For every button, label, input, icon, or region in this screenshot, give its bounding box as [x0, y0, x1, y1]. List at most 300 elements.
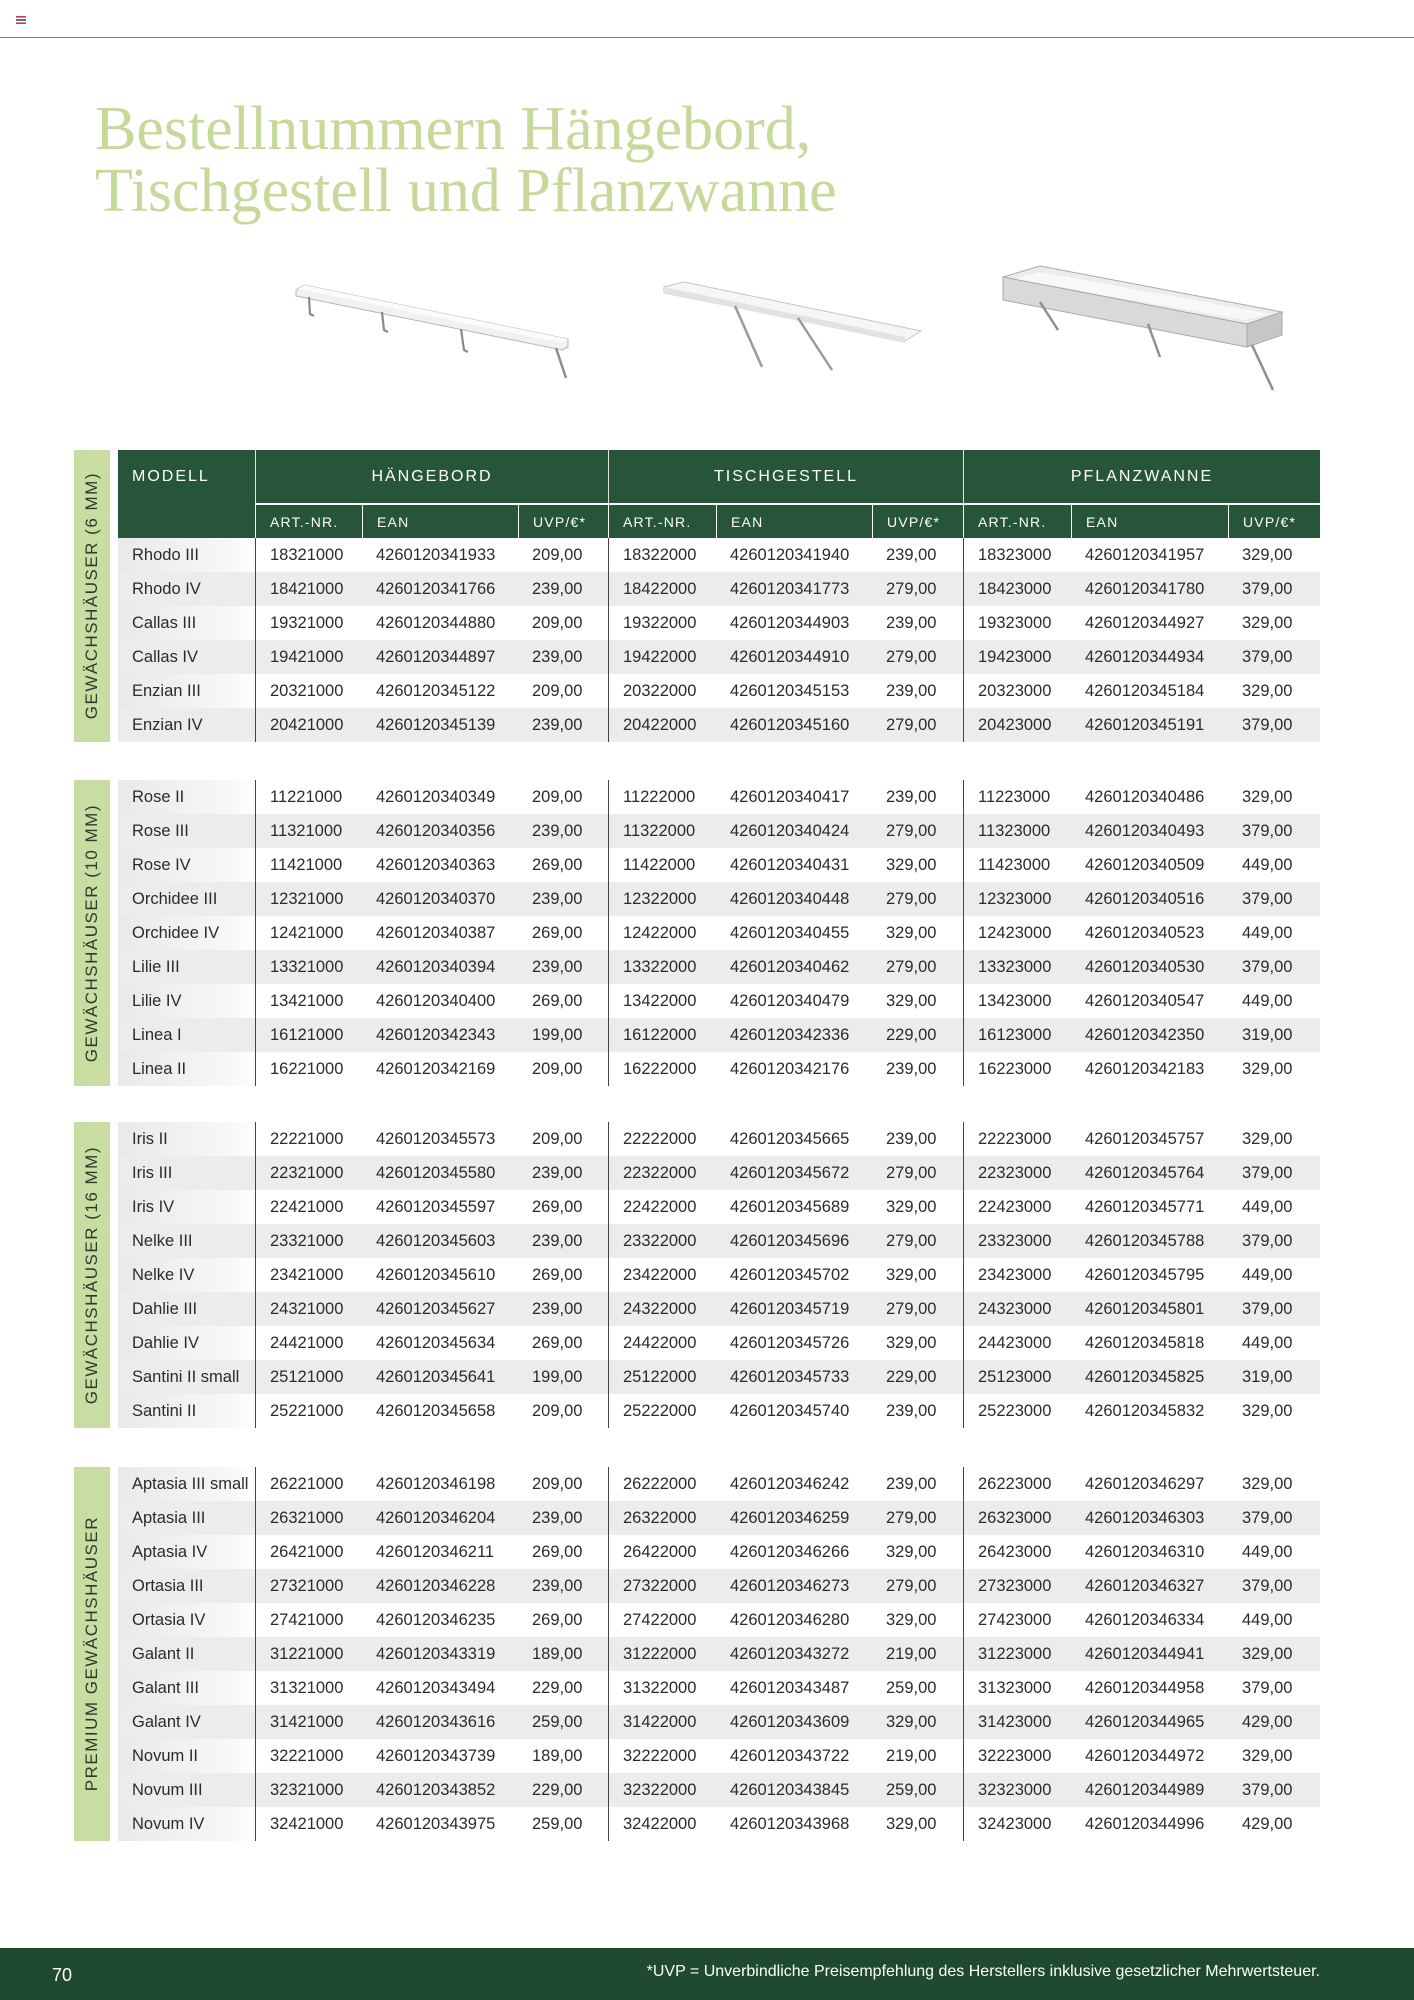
- cell-tischgestell-ean: 4260120346266: [730, 1543, 850, 1561]
- cell-pflanzwanne-uvp: 379,00: [1242, 1509, 1293, 1527]
- cell-modell: Aptasia III: [118, 1501, 255, 1535]
- cell-haengebord-ean: 4260120342169: [376, 1060, 496, 1078]
- footnote: *UVP = Unverbindliche Preisempfehlung des Herstellers inklusive gesetzlicher Mehrwertsteuer.: [646, 1963, 1320, 1980]
- cell-tischgestell-art-nr: 25122000: [608, 1360, 716, 1394]
- cell-pflanzwanne-art-nr: 27323000: [963, 1569, 1071, 1603]
- table-header: [118, 450, 1320, 538]
- cell-tischgestell-uvp: 279,00: [886, 1300, 937, 1318]
- cell-tischgestell-art-nr: 32322000: [608, 1773, 716, 1807]
- cell-pflanzwanne-ean: 4260120340523: [1085, 924, 1205, 942]
- subheader-uvp: UVP/€*: [1228, 505, 1320, 538]
- table-row: [118, 780, 1320, 814]
- cell-haengebord-art-nr: 27421000: [255, 1603, 362, 1637]
- cell-pflanzwanne-art-nr: 23323000: [963, 1224, 1071, 1258]
- cell-pflanzwanne-uvp: 449,00: [1242, 1334, 1293, 1352]
- cell-haengebord-ean: 4260120343616: [376, 1713, 496, 1731]
- table-row: [118, 1122, 1320, 1156]
- cell-haengebord-art-nr: 13321000: [255, 950, 362, 984]
- cell-haengebord-art-nr: 12421000: [255, 916, 362, 950]
- cell-tischgestell-uvp: 329,00: [886, 1334, 937, 1352]
- cell-modell: Rhodo IV: [118, 572, 255, 606]
- cell-tischgestell-ean: 4260120340479: [730, 992, 850, 1010]
- cell-pflanzwanne-ean: 4260120345764: [1085, 1164, 1205, 1182]
- cell-tischgestell-ean: 4260120345733: [730, 1368, 850, 1386]
- cell-tischgestell-ean: 4260120345726: [730, 1334, 850, 1352]
- cell-modell: Novum IV: [118, 1807, 255, 1841]
- cell-pflanzwanne-ean: 4260120342183: [1085, 1060, 1205, 1078]
- cell-haengebord-ean: 4260120341766: [376, 580, 496, 598]
- cell-tischgestell-uvp: 229,00: [886, 1026, 937, 1044]
- cell-haengebord-ean: 4260120340387: [376, 924, 496, 942]
- cell-tischgestell-uvp: 279,00: [886, 648, 937, 666]
- cell-tischgestell-art-nr: 22222000: [608, 1122, 716, 1156]
- table-row: [118, 606, 1320, 640]
- table-row: [118, 916, 1320, 950]
- cell-pflanzwanne-ean: 4260120344934: [1085, 648, 1205, 666]
- cell-pflanzwanne-art-nr: 12423000: [963, 916, 1071, 950]
- cell-pflanzwanne-ean: 4260120344965: [1085, 1713, 1205, 1731]
- cell-tischgestell-ean: 4260120343487: [730, 1679, 850, 1697]
- cell-tischgestell-ean: 4260120346242: [730, 1475, 850, 1493]
- cell-haengebord-ean: 4260120340394: [376, 958, 496, 976]
- cell-modell: Iris II: [118, 1122, 255, 1156]
- cell-haengebord-ean: 4260120342343: [376, 1026, 496, 1044]
- cell-haengebord-uvp: 239,00: [532, 1577, 583, 1595]
- cell-tischgestell-uvp: 239,00: [886, 788, 937, 806]
- cell-modell: Orchidee IV: [118, 916, 255, 950]
- cell-tischgestell-ean: 4260120343845: [730, 1781, 850, 1799]
- cell-haengebord-art-nr: 20321000: [255, 674, 362, 708]
- cell-pflanzwanne-uvp: 379,00: [1242, 1164, 1293, 1182]
- cell-haengebord-ean: 4260120345603: [376, 1232, 496, 1250]
- cell-pflanzwanne-ean: 4260120344996: [1085, 1815, 1205, 1833]
- section-label: [74, 1122, 110, 1428]
- cell-haengebord-uvp: 239,00: [532, 1509, 583, 1527]
- subheader-ean: EAN: [1071, 505, 1228, 538]
- cell-haengebord-art-nr: 22421000: [255, 1190, 362, 1224]
- cell-pflanzwanne-art-nr: 32323000: [963, 1773, 1071, 1807]
- cell-pflanzwanne-uvp: 449,00: [1242, 1543, 1293, 1561]
- cell-haengebord-art-nr: 19321000: [255, 606, 362, 640]
- cell-tischgestell-uvp: 229,00: [886, 1368, 937, 1386]
- cell-haengebord-art-nr: 16121000: [255, 1018, 362, 1052]
- cell-tischgestell-uvp: 329,00: [886, 856, 937, 874]
- table-row: [118, 640, 1320, 674]
- cell-tischgestell-ean: 4260120340462: [730, 958, 850, 976]
- table-row: [118, 538, 1320, 572]
- cell-tischgestell-uvp: 259,00: [886, 1679, 937, 1697]
- subheader-ean: EAN: [716, 505, 872, 538]
- cell-haengebord-art-nr: 12321000: [255, 882, 362, 916]
- cell-tischgestell-art-nr: 32222000: [608, 1739, 716, 1773]
- cell-pflanzwanne-ean: 4260120345771: [1085, 1198, 1205, 1216]
- cell-haengebord-ean: 4260120343975: [376, 1815, 496, 1833]
- cell-tischgestell-ean: 4260120340448: [730, 890, 850, 908]
- cell-pflanzwanne-art-nr: 24423000: [963, 1326, 1071, 1360]
- cell-modell: Santini II: [118, 1394, 255, 1428]
- cell-pflanzwanne-ean: 4260120340486: [1085, 788, 1205, 806]
- cell-tischgestell-ean: 4260120345740: [730, 1402, 850, 1420]
- cell-haengebord-art-nr: 16221000: [255, 1052, 362, 1086]
- table-row: [118, 1360, 1320, 1394]
- cell-pflanzwanne-uvp: 329,00: [1242, 1402, 1293, 1420]
- cell-pflanzwanne-ean: 4260120346297: [1085, 1475, 1205, 1493]
- cell-haengebord-art-nr: 23321000: [255, 1224, 362, 1258]
- header-tischgestell: TISCHGESTELL: [608, 450, 963, 503]
- cell-haengebord-ean: 4260120345139: [376, 716, 496, 734]
- cell-pflanzwanne-ean: 4260120345184: [1085, 682, 1205, 700]
- table-row: [118, 1258, 1320, 1292]
- cell-tischgestell-art-nr: 23322000: [608, 1224, 716, 1258]
- table-row: [118, 1018, 1320, 1052]
- cell-haengebord-ean: 4260120340349: [376, 788, 496, 806]
- cell-tischgestell-uvp: 329,00: [886, 1713, 937, 1731]
- cell-tischgestell-ean: 4260120345160: [730, 716, 850, 734]
- cell-pflanzwanne-ean: 4260120345825: [1085, 1368, 1205, 1386]
- subheader-art-nr: ART.-NR.: [963, 505, 1071, 538]
- cell-pflanzwanne-uvp: 379,00: [1242, 1577, 1293, 1595]
- cell-pflanzwanne-uvp: 329,00: [1242, 1747, 1293, 1765]
- table-row: [118, 882, 1320, 916]
- cell-haengebord-uvp: 269,00: [532, 856, 583, 874]
- cell-modell: Ortasia III: [118, 1569, 255, 1603]
- table-row: [118, 984, 1320, 1018]
- cell-tischgestell-art-nr: 13322000: [608, 950, 716, 984]
- cell-pflanzwanne-uvp: 329,00: [1242, 788, 1293, 806]
- header-modell: MODELL: [132, 467, 210, 485]
- cell-tischgestell-ean: 4260120342176: [730, 1060, 850, 1078]
- section-label-text: PREMIUM GEWÄCHSHÄUSER: [82, 1516, 101, 1792]
- cell-tischgestell-art-nr: 26422000: [608, 1535, 716, 1569]
- cell-tischgestell-art-nr: 22322000: [608, 1156, 716, 1190]
- section-rows: [118, 538, 1320, 742]
- cell-haengebord-uvp: 269,00: [532, 1543, 583, 1561]
- cell-modell: Galant IV: [118, 1705, 255, 1739]
- page-title-line-1: Bestellnummern Hängebord,: [95, 95, 812, 163]
- cell-tischgestell-art-nr: 24422000: [608, 1326, 716, 1360]
- cell-pflanzwanne-uvp: 449,00: [1242, 992, 1293, 1010]
- cell-haengebord-uvp: 259,00: [532, 1815, 583, 1833]
- cell-pflanzwanne-art-nr: 26223000: [963, 1467, 1071, 1501]
- table-row: [118, 1190, 1320, 1224]
- cell-pflanzwanne-ean: 4260120345801: [1085, 1300, 1205, 1318]
- cell-tischgestell-art-nr: 24322000: [608, 1292, 716, 1326]
- cell-tischgestell-ean: 4260120341940: [730, 546, 850, 564]
- cell-haengebord-art-nr: 20421000: [255, 708, 362, 742]
- cell-tischgestell-ean: 4260120343272: [730, 1645, 850, 1663]
- cell-haengebord-uvp: 209,00: [532, 546, 583, 564]
- page-title-line-2: Tischgestell und Pflanzwanne: [95, 157, 837, 225]
- cell-tischgestell-art-nr: 27422000: [608, 1603, 716, 1637]
- cell-tischgestell-art-nr: 32422000: [608, 1807, 716, 1841]
- table-row: [118, 674, 1320, 708]
- cell-haengebord-art-nr: 25121000: [255, 1360, 362, 1394]
- table-row: [118, 1224, 1320, 1258]
- cell-modell: Linea II: [118, 1052, 255, 1086]
- cell-haengebord-uvp: 239,00: [532, 580, 583, 598]
- cell-modell: Lilie III: [118, 950, 255, 984]
- cell-pflanzwanne-art-nr: 12323000: [963, 882, 1071, 916]
- section-label: [74, 450, 110, 742]
- cell-haengebord-ean: 4260120345641: [376, 1368, 496, 1386]
- cell-pflanzwanne-uvp: 379,00: [1242, 958, 1293, 976]
- cell-haengebord-ean: 4260120345597: [376, 1198, 496, 1216]
- cell-haengebord-ean: 4260120341933: [376, 546, 496, 564]
- cell-haengebord-uvp: 239,00: [532, 1300, 583, 1318]
- section-rows: [118, 1467, 1320, 1841]
- cell-pflanzwanne-art-nr: 18323000: [963, 538, 1071, 572]
- cell-pflanzwanne-art-nr: 25123000: [963, 1360, 1071, 1394]
- cell-modell: Aptasia IV: [118, 1535, 255, 1569]
- cell-tischgestell-ean: 4260120343722: [730, 1747, 850, 1765]
- cell-pflanzwanne-uvp: 429,00: [1242, 1815, 1293, 1833]
- cell-pflanzwanne-ean: 4260120346310: [1085, 1543, 1205, 1561]
- table-row: [118, 1535, 1320, 1569]
- cell-modell: Novum II: [118, 1739, 255, 1773]
- table-row: [118, 1156, 1320, 1190]
- cell-pflanzwanne-ean: 4260120345795: [1085, 1266, 1205, 1284]
- cell-pflanzwanne-ean: 4260120346327: [1085, 1577, 1205, 1595]
- cell-haengebord-art-nr: 11321000: [255, 814, 362, 848]
- cell-pflanzwanne-art-nr: 31423000: [963, 1705, 1071, 1739]
- cell-tischgestell-uvp: 279,00: [886, 580, 937, 598]
- cell-haengebord-art-nr: 32421000: [255, 1807, 362, 1841]
- cell-tischgestell-ean: 4260120343968: [730, 1815, 850, 1833]
- cell-modell: Nelke IV: [118, 1258, 255, 1292]
- cell-modell: Callas IV: [118, 640, 255, 674]
- cell-modell: Aptasia III small: [118, 1467, 255, 1501]
- cell-haengebord-uvp: 269,00: [532, 1198, 583, 1216]
- cell-tischgestell-art-nr: 12422000: [608, 916, 716, 950]
- cell-tischgestell-ean: 4260120345696: [730, 1232, 850, 1250]
- cell-haengebord-ean: 4260120345122: [376, 682, 496, 700]
- cell-haengebord-uvp: 259,00: [532, 1713, 583, 1731]
- page-number: 70: [52, 1965, 73, 1985]
- cell-tischgestell-ean: 4260120340455: [730, 924, 850, 942]
- cell-tischgestell-uvp: 279,00: [886, 890, 937, 908]
- cell-pflanzwanne-uvp: 379,00: [1242, 1232, 1293, 1250]
- cell-haengebord-ean: 4260120343739: [376, 1747, 496, 1765]
- cell-tischgestell-uvp: 239,00: [886, 1475, 937, 1493]
- cell-pflanzwanne-uvp: 379,00: [1242, 1300, 1293, 1318]
- cell-pflanzwanne-ean: 4260120346303: [1085, 1509, 1205, 1527]
- top-bar: [0, 0, 1414, 38]
- cell-haengebord-ean: 4260120340356: [376, 822, 496, 840]
- table-row: [118, 1394, 1320, 1428]
- cell-haengebord-uvp: 269,00: [532, 1334, 583, 1352]
- cell-haengebord-ean: 4260120343319: [376, 1645, 496, 1663]
- cell-pflanzwanne-uvp: 379,00: [1242, 648, 1293, 666]
- table-row: [118, 1501, 1320, 1535]
- cell-tischgestell-art-nr: 26222000: [608, 1467, 716, 1501]
- table-row: [118, 1569, 1320, 1603]
- cell-modell: Enzian III: [118, 674, 255, 708]
- cell-haengebord-uvp: 239,00: [532, 958, 583, 976]
- cell-tischgestell-uvp: 329,00: [886, 992, 937, 1010]
- cell-pflanzwanne-art-nr: 22323000: [963, 1156, 1071, 1190]
- cell-modell: Rhodo III: [118, 538, 255, 572]
- table-row: [118, 814, 1320, 848]
- cell-tischgestell-ean: 4260120346273: [730, 1577, 850, 1595]
- cell-tischgestell-art-nr: 16122000: [608, 1018, 716, 1052]
- cell-tischgestell-uvp: 239,00: [886, 682, 937, 700]
- cell-tischgestell-art-nr: 31422000: [608, 1705, 716, 1739]
- cell-haengebord-uvp: 229,00: [532, 1781, 583, 1799]
- cell-haengebord-ean: 4260120346204: [376, 1509, 496, 1527]
- cell-tischgestell-ean: 4260120344903: [730, 614, 850, 632]
- cell-tischgestell-art-nr: 19422000: [608, 640, 716, 674]
- cell-tischgestell-uvp: 259,00: [886, 1781, 937, 1799]
- cell-pflanzwanne-ean: 4260120340547: [1085, 992, 1205, 1010]
- table-row: [118, 848, 1320, 882]
- page-footer: [0, 1948, 1414, 2000]
- cell-tischgestell-art-nr: 11422000: [608, 848, 716, 882]
- section-label: [74, 780, 110, 1086]
- cell-pflanzwanne-art-nr: 18423000: [963, 572, 1071, 606]
- cell-haengebord-ean: 4260120346235: [376, 1611, 496, 1629]
- cell-modell: Lilie IV: [118, 984, 255, 1018]
- cell-pflanzwanne-ean: 4260120341957: [1085, 546, 1205, 564]
- cell-tischgestell-uvp: 219,00: [886, 1645, 937, 1663]
- cell-pflanzwanne-art-nr: 23423000: [963, 1258, 1071, 1292]
- cell-tischgestell-uvp: 329,00: [886, 1266, 937, 1284]
- section-label: [74, 1467, 110, 1841]
- cell-haengebord-uvp: 209,00: [532, 1060, 583, 1078]
- cell-tischgestell-uvp: 329,00: [886, 1198, 937, 1216]
- cell-haengebord-uvp: 209,00: [532, 1475, 583, 1493]
- cell-tischgestell-uvp: 239,00: [886, 1060, 937, 1078]
- cell-pflanzwanne-art-nr: 27423000: [963, 1603, 1071, 1637]
- cell-pflanzwanne-ean: 4260120340509: [1085, 856, 1205, 874]
- cell-tischgestell-art-nr: 11222000: [608, 780, 716, 814]
- cell-pflanzwanne-ean: 4260120344941: [1085, 1645, 1205, 1663]
- cell-haengebord-art-nr: 31321000: [255, 1671, 362, 1705]
- cell-haengebord-uvp: 209,00: [532, 1402, 583, 1420]
- cell-pflanzwanne-art-nr: 20423000: [963, 708, 1071, 742]
- cell-pflanzwanne-ean: 4260120346334: [1085, 1611, 1205, 1629]
- cell-tischgestell-ean: 4260120343609: [730, 1713, 850, 1731]
- cell-pflanzwanne-uvp: 329,00: [1242, 546, 1293, 564]
- cell-haengebord-ean: 4260120345580: [376, 1164, 496, 1182]
- page-title: [95, 95, 837, 225]
- section-rows: [118, 1122, 1320, 1428]
- cell-pflanzwanne-uvp: 329,00: [1242, 1645, 1293, 1663]
- table-row: [118, 1326, 1320, 1360]
- cell-tischgestell-ean: 4260120345702: [730, 1266, 850, 1284]
- pflanzwanne-image: [1003, 266, 1282, 390]
- cell-pflanzwanne-art-nr: 26323000: [963, 1501, 1071, 1535]
- section-label-text: GEWÄCHSHÄUSER (6 MM): [82, 472, 101, 720]
- cell-haengebord-uvp: 239,00: [532, 822, 583, 840]
- cell-haengebord-ean: 4260120345573: [376, 1130, 496, 1148]
- cell-pflanzwanne-uvp: 329,00: [1242, 614, 1293, 632]
- cell-tischgestell-art-nr: 23422000: [608, 1258, 716, 1292]
- cell-pflanzwanne-art-nr: 32423000: [963, 1807, 1071, 1841]
- cell-tischgestell-art-nr: 26322000: [608, 1501, 716, 1535]
- cell-pflanzwanne-uvp: 329,00: [1242, 682, 1293, 700]
- cell-pflanzwanne-art-nr: 31323000: [963, 1671, 1071, 1705]
- cell-modell: Rose II: [118, 780, 255, 814]
- cell-haengebord-art-nr: 26221000: [255, 1467, 362, 1501]
- cell-haengebord-uvp: 239,00: [532, 890, 583, 908]
- cell-tischgestell-uvp: 329,00: [886, 1611, 937, 1629]
- cell-pflanzwanne-uvp: 319,00: [1242, 1368, 1293, 1386]
- cell-pflanzwanne-art-nr: 19323000: [963, 606, 1071, 640]
- cell-haengebord-uvp: 269,00: [532, 992, 583, 1010]
- cell-tischgestell-ean: 4260120345153: [730, 682, 850, 700]
- cell-haengebord-uvp: 269,00: [532, 1611, 583, 1629]
- cell-tischgestell-art-nr: 22422000: [608, 1190, 716, 1224]
- cell-tischgestell-uvp: 279,00: [886, 1164, 937, 1182]
- section-label-text: GEWÄCHSHÄUSER (16 MM): [82, 1145, 101, 1405]
- cell-tischgestell-ean: 4260120344910: [730, 648, 850, 666]
- cell-tischgestell-art-nr: 19322000: [608, 606, 716, 640]
- cell-pflanzwanne-ean: 4260120340530: [1085, 958, 1205, 976]
- cell-pflanzwanne-uvp: 429,00: [1242, 1713, 1293, 1731]
- cell-pflanzwanne-ean: 4260120340516: [1085, 890, 1205, 908]
- cell-pflanzwanne-uvp: 379,00: [1242, 716, 1293, 734]
- cell-pflanzwanne-ean: 4260120345818: [1085, 1334, 1205, 1352]
- cell-pflanzwanne-art-nr: 11323000: [963, 814, 1071, 848]
- subheader-uvp: UVP/€*: [518, 505, 608, 538]
- cell-tischgestell-uvp: 329,00: [886, 1543, 937, 1561]
- cell-modell: Callas III: [118, 606, 255, 640]
- menu-icon[interactable]: [16, 16, 26, 24]
- cell-haengebord-art-nr: 23421000: [255, 1258, 362, 1292]
- cell-tischgestell-uvp: 239,00: [886, 1130, 937, 1148]
- cell-pflanzwanne-uvp: 449,00: [1242, 924, 1293, 942]
- cell-pflanzwanne-ean: 4260120342350: [1085, 1026, 1205, 1044]
- cell-pflanzwanne-art-nr: 16223000: [963, 1052, 1071, 1086]
- cell-pflanzwanne-uvp: 329,00: [1242, 1060, 1293, 1078]
- cell-pflanzwanne-ean: 4260120340493: [1085, 822, 1205, 840]
- table-row: [118, 950, 1320, 984]
- cell-haengebord-art-nr: 11221000: [255, 780, 362, 814]
- cell-tischgestell-ean: 4260120342336: [730, 1026, 850, 1044]
- table-row: [118, 1671, 1320, 1705]
- cell-tischgestell-art-nr: 31222000: [608, 1637, 716, 1671]
- cell-pflanzwanne-ean: 4260120344972: [1085, 1747, 1205, 1765]
- cell-pflanzwanne-uvp: 329,00: [1242, 1130, 1293, 1148]
- cell-haengebord-uvp: 269,00: [532, 924, 583, 942]
- cell-pflanzwanne-ean: 4260120345757: [1085, 1130, 1205, 1148]
- cell-tischgestell-ean: 4260120345665: [730, 1130, 850, 1148]
- cell-haengebord-uvp: 239,00: [532, 716, 583, 734]
- cell-pflanzwanne-ean: 4260120344989: [1085, 1781, 1205, 1799]
- cell-modell: Iris III: [118, 1156, 255, 1190]
- cell-tischgestell-art-nr: 20322000: [608, 674, 716, 708]
- table-row: [118, 1739, 1320, 1773]
- cell-haengebord-art-nr: 26421000: [255, 1535, 362, 1569]
- cell-pflanzwanne-art-nr: 24323000: [963, 1292, 1071, 1326]
- cell-tischgestell-uvp: 329,00: [886, 924, 937, 942]
- cell-haengebord-art-nr: 31221000: [255, 1637, 362, 1671]
- cell-pflanzwanne-uvp: 379,00: [1242, 580, 1293, 598]
- cell-pflanzwanne-art-nr: 26423000: [963, 1535, 1071, 1569]
- cell-tischgestell-art-nr: 16222000: [608, 1052, 716, 1086]
- cell-tischgestell-art-nr: 31322000: [608, 1671, 716, 1705]
- cell-pflanzwanne-uvp: 449,00: [1242, 1266, 1293, 1284]
- cell-tischgestell-uvp: 329,00: [886, 1815, 937, 1833]
- cell-modell: Enzian IV: [118, 708, 255, 742]
- table-row: [118, 1467, 1320, 1501]
- cell-pflanzwanne-uvp: 449,00: [1242, 856, 1293, 874]
- cell-tischgestell-art-nr: 27322000: [608, 1569, 716, 1603]
- cell-haengebord-uvp: 199,00: [532, 1368, 583, 1386]
- cell-haengebord-art-nr: 13421000: [255, 984, 362, 1018]
- section-rows: [118, 780, 1320, 1086]
- cell-haengebord-uvp: 209,00: [532, 1130, 583, 1148]
